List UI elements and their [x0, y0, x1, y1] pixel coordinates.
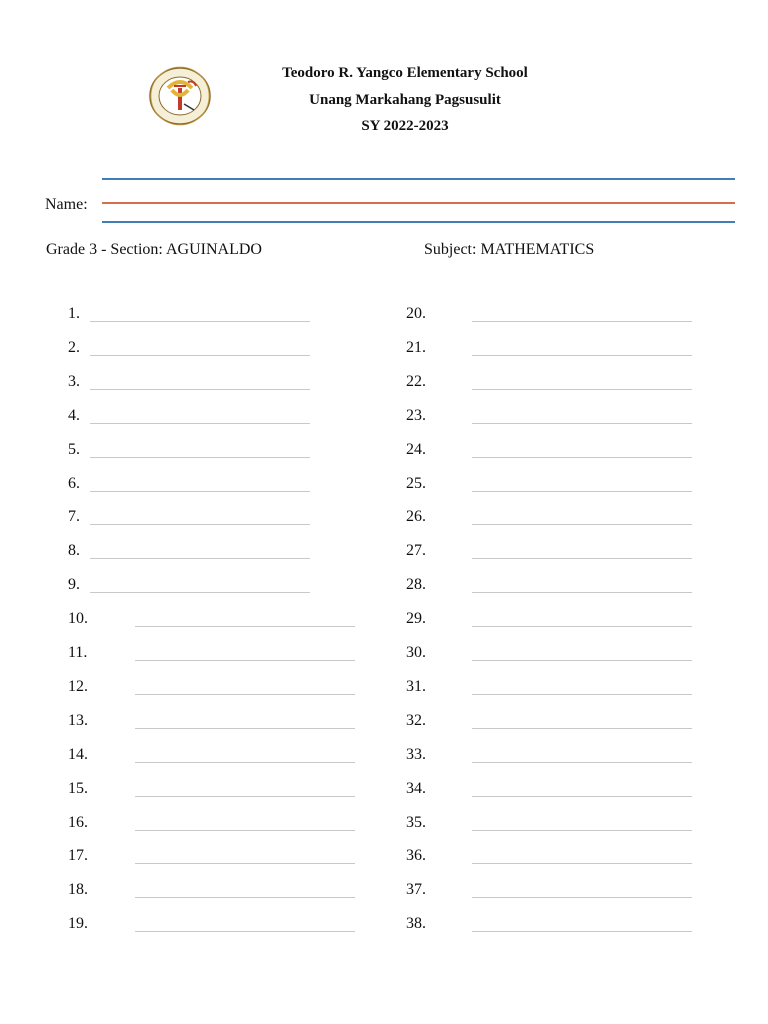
answer-number: 5. — [68, 441, 80, 458]
answer-blank[interactable] — [472, 389, 692, 390]
answer-blank[interactable] — [90, 592, 310, 593]
answer-number: 22. — [406, 373, 426, 390]
name-line-top — [102, 178, 735, 180]
answer-number: 4. — [68, 407, 80, 424]
answer-number: 23. — [406, 407, 426, 424]
answer-number: 33. — [406, 746, 426, 763]
answer-blank[interactable] — [472, 355, 692, 356]
answer-number: 25. — [406, 475, 426, 492]
answer-blank[interactable] — [472, 491, 692, 492]
answer-number: 37. — [406, 881, 426, 898]
answer-blank[interactable] — [472, 660, 692, 661]
answer-number: 28. — [406, 576, 426, 593]
answer-number: 36. — [406, 847, 426, 864]
answer-blank[interactable] — [135, 796, 355, 797]
answer-number: 12. — [68, 678, 88, 695]
answer-blank[interactable] — [135, 897, 355, 898]
name-label: Name: — [45, 196, 88, 213]
answer-number: 35. — [406, 814, 426, 831]
answer-number: 20. — [406, 305, 426, 322]
answer-blank[interactable] — [90, 457, 310, 458]
name-field[interactable] — [102, 202, 735, 204]
answer-blank[interactable] — [90, 524, 310, 525]
answer-number: 21. — [406, 339, 426, 356]
answer-number: 3. — [68, 373, 80, 390]
answer-number: 6. — [68, 475, 80, 492]
answer-blank[interactable] — [472, 558, 692, 559]
answer-blank[interactable] — [90, 321, 310, 322]
answer-blank[interactable] — [135, 830, 355, 831]
answer-blank[interactable] — [472, 830, 692, 831]
answer-number: 11. — [68, 644, 88, 661]
answer-number: 34. — [406, 780, 426, 797]
answer-blank[interactable] — [472, 423, 692, 424]
answer-number: 14. — [68, 746, 88, 763]
answer-blank[interactable] — [90, 355, 310, 356]
answer-number: 1. — [68, 305, 80, 322]
answer-blank[interactable] — [90, 491, 310, 492]
answer-number: 13. — [68, 712, 88, 729]
answer-blank[interactable] — [90, 423, 310, 424]
answer-number: 19. — [68, 915, 88, 932]
answer-number: 16. — [68, 814, 88, 831]
answer-blank[interactable] — [90, 389, 310, 390]
answer-number: 18. — [68, 881, 88, 898]
answer-blank[interactable] — [135, 863, 355, 864]
answer-blank[interactable] — [472, 626, 692, 627]
answer-blank[interactable] — [135, 694, 355, 695]
answer-blank[interactable] — [472, 321, 692, 322]
school-year: SY 2022-2023 — [361, 118, 449, 134]
answer-blank[interactable] — [472, 897, 692, 898]
name-line-bottom — [102, 221, 735, 223]
answer-blank[interactable] — [135, 728, 355, 729]
answer-number: 26. — [406, 508, 426, 525]
answer-blank[interactable] — [472, 931, 692, 932]
answer-number: 2. — [68, 339, 80, 356]
answer-number: 24. — [406, 441, 426, 458]
answer-blank[interactable] — [472, 592, 692, 593]
answer-blank[interactable] — [472, 762, 692, 763]
answer-blank[interactable] — [135, 660, 355, 661]
answer-blank[interactable] — [135, 762, 355, 763]
exam-title: Unang Markahang Pagsusulit — [309, 92, 501, 108]
answer-number: 27. — [406, 542, 426, 559]
subject: Subject: MATHEMATICS — [424, 241, 595, 258]
answer-number: 8. — [68, 542, 80, 559]
answer-number: 32. — [406, 712, 426, 729]
answer-number: 7. — [68, 508, 80, 525]
answer-number: 38. — [406, 915, 426, 932]
grade-section: Grade 3 - Section: AGUINALDO — [46, 241, 262, 258]
answer-number: 29. — [406, 610, 426, 627]
answer-number: 30. — [406, 644, 426, 661]
answer-number: 10. — [68, 610, 88, 627]
answer-blank[interactable] — [135, 931, 355, 932]
answer-blank[interactable] — [472, 524, 692, 525]
answer-blank[interactable] — [90, 558, 310, 559]
answer-blank[interactable] — [135, 626, 355, 627]
answer-number: 17. — [68, 847, 88, 864]
answer-blank[interactable] — [472, 863, 692, 864]
answer-number: 15. — [68, 780, 88, 797]
answer-blank[interactable] — [472, 457, 692, 458]
school-name: Teodoro R. Yangco Elementary School — [282, 65, 528, 81]
answer-blank[interactable] — [472, 694, 692, 695]
answer-blank[interactable] — [472, 796, 692, 797]
answer-blank[interactable] — [472, 728, 692, 729]
answer-number: 31. — [406, 678, 426, 695]
answer-number: 9. — [68, 576, 80, 593]
